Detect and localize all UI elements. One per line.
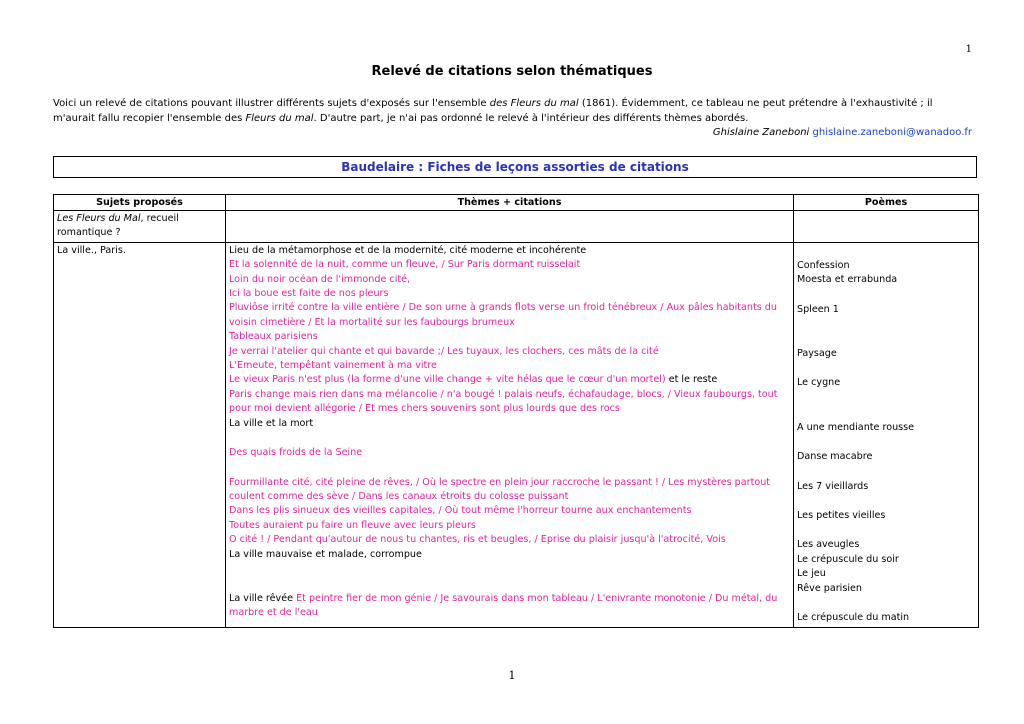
poem-title: Rêve parisien — [797, 582, 862, 594]
spacer — [797, 332, 975, 347]
table-row — [54, 211, 979, 243]
citation-line: Paris change mais rien dans ma mélancolie / n'a bougé ! palais neufs, échafaudage, blocs, / Vieux faubourgs, tout pour moi devient allégorie / Et mes chers souvenirs sont plus lourds que des rocs — [229, 388, 778, 415]
poem-title: Les 7 vieillards — [797, 480, 869, 492]
poems-cell — [794, 242, 979, 627]
poem-title: Spleen 1 — [797, 303, 839, 315]
theme-line: La ville mauvaise et malade, corrompue — [229, 548, 422, 560]
page-number-bottom: 1 — [508, 669, 516, 682]
themes-cell — [226, 242, 794, 627]
header-themes: Thèmes + citations — [226, 195, 794, 211]
subject-italic: Les Fleurs du Mal — [57, 213, 141, 224]
citation-line: O cité ! / Pendant qu'autour de nous tu chantes, ris et beugles, / Eprise du plaisir jusqu'à l'atrocité, Vois — [229, 534, 726, 546]
citation-line: Ici la boue est faite de nos pleurs — [229, 288, 389, 300]
citation-text: Et peintre fier de mon génie / Je savourais dans mon tableau / L'enivrante monotonie / Du métal, du marbre et de l'eau — [229, 592, 778, 619]
poem-title: Le crépuscule du matin — [797, 612, 910, 624]
spacer — [797, 494, 975, 509]
citation-line: Des quais froids de la Seine — [229, 447, 363, 459]
spacer — [797, 317, 975, 332]
poems-cell — [794, 211, 979, 243]
spacer — [797, 244, 975, 259]
spacer — [797, 288, 975, 303]
author-signature — [713, 127, 972, 138]
header-poems: Poèmes — [794, 195, 979, 211]
page-number-top: 1 — [965, 44, 972, 55]
citation-line: Pluviôse irrité contre la ville entière / De son urne à grands flots verse un froid ténébreux / Aux pâles habitants du voisin cimetière / Et la mortalité sur les faubourgs brumeux — [229, 302, 777, 328]
author-name: Ghislaine Zaneboni — [712, 127, 813, 138]
spacer — [797, 406, 975, 421]
citation-line: Je verrai l'atelier qui chante et qui bavarde ;/ Les tuyaux, les clochers, ces mâts de la cité — [229, 345, 659, 357]
poem-title: Le jeu — [797, 568, 826, 580]
spacer — [229, 461, 790, 476]
spacer — [229, 431, 790, 446]
poem-title: A une mendiante rousse — [797, 421, 915, 433]
spacer — [797, 596, 975, 611]
table-header-row — [54, 195, 979, 211]
poem-title: Le crépuscule du soir — [797, 553, 899, 565]
page-title: Relevé de citations selon thématiques — [371, 64, 653, 79]
table-row — [54, 242, 979, 627]
theme-line: Lieu de la métamorphose et de la modernité, cité moderne et incohérente — [229, 244, 587, 256]
poem-title: Confession — [797, 259, 850, 271]
poem-title: Les petites vieilles — [797, 510, 886, 522]
themes-cell — [226, 211, 794, 243]
spacer — [229, 562, 790, 577]
citation-line: Loin du noir océan de l'immonde cité, — [229, 273, 411, 285]
spacer — [797, 465, 975, 480]
spacer — [797, 435, 975, 450]
citation-text: Le vieux Paris n'est plus (la forme d'une ville change + vite hélas que le cœur d'un mortel) — [229, 374, 666, 386]
subject-cell: La ville., Paris. — [54, 242, 226, 627]
intro-book-title-2: Fleurs du mal — [245, 113, 314, 124]
intro-text-1: Voici un relevé de citations pouvant illustrer différents sujets d'exposés sur l'ensemble — [53, 98, 490, 109]
theme-line — [229, 592, 790, 621]
intro-paragraph — [53, 96, 973, 126]
citation-line: L'Emeute, tempêtant vainement à ma vitre — [229, 360, 437, 372]
spacer — [229, 577, 790, 592]
citation-line: Fourmillante cité, cité pleine de rêves, / Où le spectre en plein jour raccroche le passant ! / Les mystères partout coulent comme des sève / Dans les canaux étroits du colosse puissant — [229, 476, 771, 502]
poem-title: Danse macabre — [797, 451, 873, 463]
theme-line: La ville et la mort — [229, 417, 314, 429]
intro-text-2: (1861). Évidemment, ce tableau ne peut prétendre à l'exhaustivité ; il m'aurait fallu recopier l'ensemble des — [53, 98, 933, 124]
spacer — [797, 391, 975, 406]
citation-note: et le reste — [665, 374, 718, 386]
intro-book-title-1: des Fleurs du mal — [489, 98, 579, 109]
intro-text-3: . D'autre part, je n'ai pas ordonné le relevé à l'intérieur des différents thèmes abordés. — [313, 113, 749, 124]
citation-line: Tableaux parisiens — [229, 331, 318, 343]
subject-cell — [54, 211, 226, 243]
poem-title: Les aveugles — [797, 539, 860, 551]
spacer — [797, 361, 975, 376]
header-subjects: Sujets proposés — [54, 195, 226, 211]
citations-table — [53, 194, 979, 628]
spacer — [797, 523, 975, 538]
citation-line: Et la solennité de la nuit, comme un fleuve, / Sur Paris dormant ruisselait — [229, 259, 581, 271]
citation-line: Dans les plis sinueux des vieilles capitales, / Où tout même l'horreur tourne aux enchantements — [229, 505, 692, 517]
poem-title: Moesta et errabunda — [797, 274, 898, 286]
theme-label: La ville rêvée — [229, 592, 297, 604]
citation-line: Toutes auraient pu faire un fleuve avec leurs pleurs — [229, 519, 476, 531]
citation-line — [229, 373, 790, 387]
subject-rest: , recueil romantique ? — [57, 213, 179, 239]
poem-title: Paysage — [797, 348, 837, 360]
section-banner: Baudelaire : Fiches de leçons assorties de citations — [53, 156, 977, 178]
author-email-link[interactable]: ghislaine.zaneboni@wanadoo.fr — [812, 127, 972, 138]
poem-title: Le cygne — [797, 377, 841, 389]
